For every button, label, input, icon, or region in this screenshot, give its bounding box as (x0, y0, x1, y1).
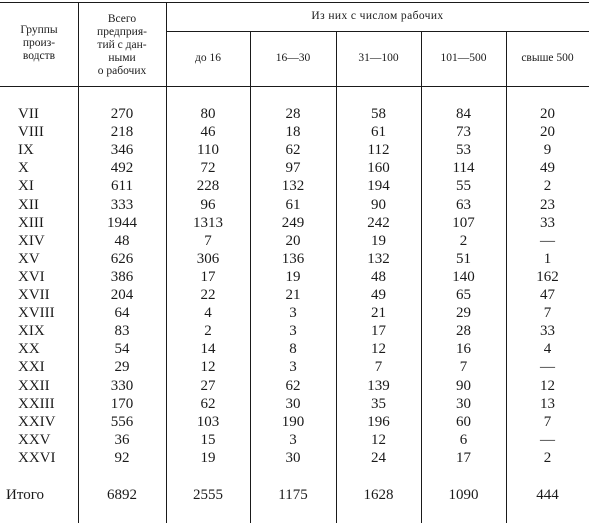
row-group-label: XII (18, 197, 39, 213)
header-total-line: тий с дан- (97, 39, 147, 51)
row-value: 46 (200, 124, 216, 140)
row-value: 21 (371, 305, 386, 321)
row-value: 17 (456, 450, 471, 466)
row-value: 103 (196, 414, 220, 430)
header-total (78, 13, 166, 78)
row-value: 83 (114, 323, 130, 339)
row-value: 58 (371, 106, 386, 122)
row-value: 6 (459, 432, 468, 448)
row-value: 33 (540, 323, 555, 339)
row-value: 62 (285, 142, 301, 158)
total-value: 1175 (278, 487, 308, 503)
row-value: 7 (543, 414, 552, 430)
row-value: 49 (540, 160, 555, 176)
row-group-label: XVI (18, 269, 45, 285)
row-value: 54 (114, 341, 130, 357)
row-value: 136 (281, 251, 305, 267)
row-value: 333 (110, 197, 134, 213)
header-group-line: Группы (20, 24, 58, 36)
header-group-line: произ- (22, 37, 56, 49)
row-value: 96 (200, 197, 216, 213)
row-value: 21 (285, 287, 301, 303)
row-group-label: XV (18, 251, 40, 267)
top-rule (0, 2, 589, 3)
row-value: — (540, 432, 555, 448)
subheader-lt16: до 16 (195, 52, 221, 64)
row-group-label: X (18, 160, 29, 176)
row-value: 12 (200, 359, 216, 375)
row-value: 90 (456, 378, 471, 394)
row-group-label: XVII (18, 287, 50, 303)
row-value: 30 (285, 450, 301, 466)
row-value: 20 (540, 106, 555, 122)
row-value: 4 (543, 341, 552, 357)
row-value: 36 (114, 432, 130, 448)
row-value: 12 (540, 378, 555, 394)
row-value: 27 (200, 378, 216, 394)
header-bottom-rule (0, 86, 589, 87)
row-value: 19 (285, 269, 301, 285)
subheader-16-30: 16—30 (275, 52, 311, 64)
row-value: 4 (204, 305, 212, 321)
header-group-line: водств (22, 50, 56, 62)
subheader-31-100: 31—100 (358, 52, 399, 64)
row-value: 35 (371, 396, 386, 412)
row-value: 28 (456, 323, 471, 339)
row-value: 60 (456, 414, 471, 430)
row-value: 611 (111, 178, 133, 194)
header-total-line: предприя- (97, 26, 147, 38)
row-value: 7 (459, 359, 468, 375)
row-value: 12 (371, 432, 386, 448)
row-value: 270 (110, 106, 134, 122)
row-value: 1313 (193, 215, 223, 231)
total-label: Итого (6, 487, 44, 503)
row-value: 556 (110, 414, 134, 430)
row-value: 30 (285, 396, 301, 412)
row-value: 61 (285, 197, 301, 213)
row-value: 20 (285, 233, 301, 249)
row-value: 7 (374, 359, 383, 375)
row-value: 12 (371, 341, 386, 357)
header-total-line: ными (108, 52, 136, 64)
total-value: 1628 (363, 487, 394, 503)
row-value: 20 (540, 124, 555, 140)
row-group-label: XXVI (18, 450, 56, 466)
header-group (0, 24, 78, 63)
row-group-label: XIV (18, 233, 45, 249)
row-value: 110 (197, 142, 219, 158)
header-total-line: Всего (107, 13, 137, 25)
row-value: 160 (367, 160, 390, 176)
total-value: 1090 (448, 487, 479, 503)
row-group-label: XXV (18, 432, 51, 448)
row-value: 228 (196, 178, 220, 194)
row-value: 2 (543, 450, 552, 466)
header-total-line: о рабочих (97, 65, 147, 77)
row-value: 22 (200, 287, 216, 303)
row-value: — (540, 359, 555, 375)
row-value: 16 (456, 341, 471, 357)
row-group-label: VII (18, 106, 39, 122)
row-value: 242 (367, 215, 390, 231)
row-value: — (540, 233, 555, 249)
row-value: 2 (459, 233, 468, 249)
row-group-label: XXII (18, 378, 50, 394)
row-value: 48 (371, 269, 386, 285)
row-value: 63 (456, 197, 471, 213)
row-value: 3 (289, 432, 297, 448)
row-value: 97 (285, 160, 301, 176)
row-value: 7 (204, 233, 212, 249)
row-value: 28 (285, 106, 301, 122)
total-value: 2555 (193, 487, 223, 503)
row-value: 7 (543, 305, 552, 321)
row-value: 9 (543, 142, 552, 158)
row-group-label: XIX (18, 323, 45, 339)
row-value: 204 (110, 287, 134, 303)
row-value: 1944 (107, 215, 137, 231)
row-value: 162 (536, 269, 559, 285)
row-value: 72 (200, 160, 216, 176)
row-group-label: XXI (18, 359, 45, 375)
row-value: 13 (540, 396, 555, 412)
row-group-label: XXIII (18, 396, 55, 412)
row-value: 51 (456, 251, 471, 267)
row-value: 17 (200, 269, 216, 285)
row-value: 139 (367, 378, 390, 394)
row-value: 3 (289, 359, 297, 375)
row-value: 14 (200, 341, 216, 357)
row-value: 306 (196, 251, 220, 267)
row-value: 8 (289, 341, 297, 357)
row-value: 30 (456, 396, 471, 412)
row-value: 492 (110, 160, 134, 176)
header-span: Из них с числом рабочих (311, 10, 444, 22)
row-value: 107 (452, 215, 475, 231)
row-value: 48 (114, 233, 130, 249)
row-value: 47 (540, 287, 555, 303)
span-underline (166, 31, 589, 32)
row-value: 114 (452, 160, 475, 176)
row-value: 65 (456, 287, 471, 303)
row-value: 29 (456, 305, 471, 321)
row-value: 73 (456, 124, 471, 140)
row-value: 346 (110, 142, 134, 158)
subheader-gt500: свыше 500 (521, 52, 574, 64)
row-value: 190 (281, 414, 305, 430)
row-value: 62 (285, 378, 301, 394)
row-value: 24 (371, 450, 386, 466)
subheader-101-500: 101—500 (440, 52, 487, 64)
row-value: 140 (452, 269, 475, 285)
row-value: 64 (114, 305, 130, 321)
total-value: 444 (536, 487, 559, 503)
row-value: 3 (289, 305, 297, 321)
row-value: 17 (371, 323, 386, 339)
row-value: 170 (110, 396, 134, 412)
row-group-label: XX (18, 341, 40, 357)
row-value: 194 (367, 178, 390, 194)
row-group-label: XIII (18, 215, 44, 231)
row-value: 132 (367, 251, 390, 267)
row-group-label: XXIV (18, 414, 56, 430)
row-value: 19 (371, 233, 386, 249)
row-value: 55 (456, 178, 471, 194)
row-value: 62 (200, 396, 216, 412)
row-value: 84 (456, 106, 471, 122)
row-value: 23 (540, 197, 555, 213)
row-value: 249 (281, 215, 305, 231)
row-value: 19 (200, 450, 216, 466)
row-value: 218 (110, 124, 134, 140)
total-value: 6892 (107, 487, 137, 503)
row-value: 3 (289, 323, 297, 339)
row-value: 92 (114, 450, 130, 466)
row-group-label: IX (18, 142, 34, 158)
row-group-label: XVIII (18, 305, 55, 321)
row-group-label: XI (18, 178, 34, 194)
row-value: 2 (204, 323, 212, 339)
row-value: 132 (281, 178, 305, 194)
row-value: 90 (371, 197, 386, 213)
row-value: 386 (110, 269, 134, 285)
row-value: 18 (285, 124, 301, 140)
row-value: 53 (456, 142, 471, 158)
row-value: 80 (200, 106, 216, 122)
row-value: 15 (200, 432, 216, 448)
row-value: 112 (367, 142, 390, 158)
row-value: 61 (371, 124, 386, 140)
row-value: 196 (367, 414, 390, 430)
row-value: 29 (114, 359, 130, 375)
row-value: 626 (110, 251, 134, 267)
row-value: 2 (543, 178, 552, 194)
row-value: 1 (543, 251, 552, 267)
row-value: 33 (540, 215, 555, 231)
row-value: 49 (371, 287, 386, 303)
row-group-label: VIII (18, 124, 44, 140)
row-value: 330 (110, 378, 134, 394)
